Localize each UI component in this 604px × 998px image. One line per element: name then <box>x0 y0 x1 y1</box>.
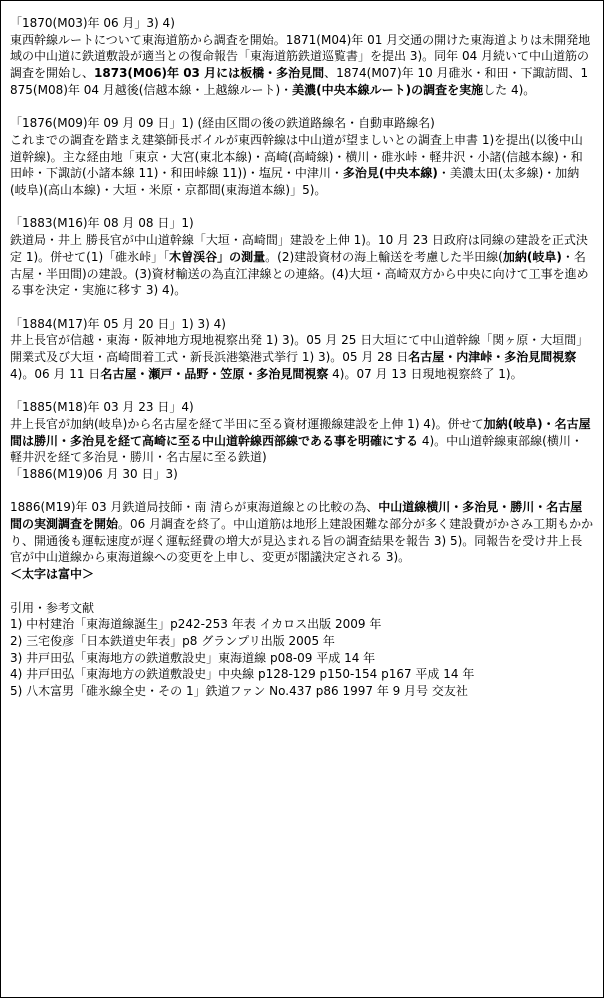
bold-text: 名古屋・内津峠・多治見間視察 <box>408 350 577 365</box>
entry-paragraph <box>10 499 594 566</box>
blank-line <box>10 99 594 116</box>
bold-text: 中山道線横川・多治見・勝川・名古屋間の実測調査を開始 <box>10 500 583 532</box>
bold-text: 多治見(中央本線) <box>342 166 438 181</box>
reference-item: 2) 三宅俊彦「日本鉄道史年表」p8 グランプリ出版 2005 年 <box>10 633 335 648</box>
timeline-entry <box>10 215 594 299</box>
references-section <box>10 600 594 700</box>
blank-line <box>10 199 594 216</box>
timeline-entry <box>10 115 594 199</box>
text-run: 4)。06 月 11 日 <box>10 366 101 381</box>
bold-text: 加納(岐阜) <box>502 249 562 264</box>
text-run: 井上長官が加納(岐阜)から名古屋を経て半田に至る資材運搬線建設を上伸 1) 4)。併せて <box>10 416 484 431</box>
text-run: 井上長官が信越・東海・阪神地方現地視察出発 1) 3)。05 月 25 日大垣にて中山道幹線「関ヶ原・大垣間」開業式及び大垣・高崎間着工式・新長浜港築港式挙行 1) 3)。05 月 28 日 <box>10 333 589 365</box>
entry-date-heading: 「1883(M16)年 08 月 08 日」1) <box>10 216 194 231</box>
entry-paragraph <box>10 32 594 99</box>
timeline-entry <box>10 499 594 583</box>
reference-item: 1) 中村建治「東海道線誕生」p242-253 年表 イカロス出版 2009 年 <box>10 617 382 632</box>
bold-text: 1873(M06)年 03 月には板橋・多治見間 <box>94 66 325 81</box>
text-run: 鉄道局・井上 勝長官が中山道幹線「大垣・高崎間」建設を上伸 1)。10 月 23 日政府は同線の建設を正式決定 1)。併せて(1)「碓氷峠」「 <box>10 233 588 264</box>
text-run: 1886(M19)年 03 月鉄道局技師・南 清らが東海道線との比較の為、 <box>10 500 379 515</box>
reference-item: 3) 井戸田弘「東海地方の鉄道敷設史」東海道線 p08-09 平成 14 年 <box>10 650 376 665</box>
entry-paragraph <box>10 416 594 466</box>
reference-item: 4) 井戸田弘「東海地方の鉄道敷設史」中央線 p128-129 p150-154 p167 平成 14 年 <box>10 667 475 682</box>
entry-date-heading: 「1870(M03)年 06 月」3) 4) <box>10 16 175 30</box>
entry-date-heading: 「1884(M17)年 05 月 20 日」1) 3) 4) <box>10 316 226 331</box>
bold-text: ＜太字は富中＞ <box>10 567 95 582</box>
entry-paragraph <box>10 566 594 583</box>
entry-paragraph <box>10 132 594 199</box>
entry-date-heading: 「1885(M18)年 03 月 23 日」4) <box>10 400 194 415</box>
text-run: 。(2)建設資材の海上輸送を考慮した半田線( <box>265 249 503 264</box>
entry-paragraph <box>10 332 594 382</box>
text-run: ・名古屋・半田間)の建設。(3)資材輸送の為直江津線との連絡。(4)大垣・高崎双方から中央に向けて工事を進める事を決定・実施に移す 3) 4)。 <box>10 249 589 298</box>
timeline-entry <box>10 399 594 483</box>
entry-date-heading: 「1886(M19)06 月 30 日」3) <box>10 466 178 481</box>
text-run: 。06 月調査を終了。中山道筋は地形上建設困難な部分が多く建設費がかさみ工期もかかり、開通後も運転速度が遅く運転経費の増大が見込まれる旨の調査結果を報告 3) 5)。同報告を受け井上長官が中山道線から東海道線への変更を上申し、変更が閣議決定される 3)。 <box>10 517 594 565</box>
blank-line <box>10 583 594 600</box>
reference-item: 5) 八木富男「碓氷線全史・その 1」鉄道ファン No.437 p86 1997 年 9 月号 交友社 <box>10 684 468 699</box>
references-title: 引用・参考文献 <box>10 600 95 615</box>
text-run: 4)。中山道幹線東部線(横川・軽井沢を経て多治見・勝川・名古屋に至る鉄道) <box>10 433 583 465</box>
timeline-entry <box>10 15 594 99</box>
text-run: これまでの調査を踏まえ建築師長ボイルが東西幹線は中山道が望ましいとの調査上申書 1)を提出(以後中山道幹線)。主な経由地「東京・大宮(東北本線)・高崎(高崎線)・横川・碓氷峠・軽井沢・小諸(信越本線)・和田峠・下諏訪(小諸本線 11)・和田峠線 11))・塩尻・中津川・ <box>10 132 583 181</box>
document-body <box>10 15 594 700</box>
blank-line <box>10 299 594 316</box>
entry-paragraph <box>10 232 594 299</box>
timeline-entry <box>10 316 594 383</box>
bold-text: 名古屋・瀬戸・品野・笠原・多治見間視察 <box>100 366 329 381</box>
text-run: 東西幹線ルートについて東海道筋から調査を開始。1871(M04)年 01 月交通の開けた東海道よりは未開発地域の中山道に鉄道敷設が適当との復命報告「東海道筋鉄道巡覧書」を提出 3)。同年 04 月続いて中山道筋の調査を開始し、 <box>10 32 591 81</box>
bold-text: 美濃(中央本線ルート)の調査を実施 <box>292 82 484 97</box>
text-run: した 4)。 <box>483 82 536 97</box>
blank-line <box>10 483 594 500</box>
text-run: 、1874(M07)年 10 月碓氷・和田・下諏訪間、1875(M08)年 04 月越後(信越本線・上越線ルート)・ <box>10 66 589 97</box>
bold-text: 加納(岐阜)・名古屋間は勝川・多治見を経て高崎に至る中山道幹線西部線である事を明確にする <box>10 416 591 448</box>
entry-date-heading: 「1876(M09)年 09 月 09 日」1) (経由区間の後の鉄道路線名・自動車路線名) <box>10 116 435 131</box>
bold-text: 木曽渓谷」の測量 <box>169 249 266 264</box>
text-run: ・美濃太田(太多線)・加納(岐阜)(高山本線)・大垣・米原・京都間(東海道本線)」5)。 <box>10 166 580 198</box>
text-run: 4)。07 月 13 日現地視察終了 1)。 <box>328 366 523 381</box>
blank-line <box>10 382 594 399</box>
